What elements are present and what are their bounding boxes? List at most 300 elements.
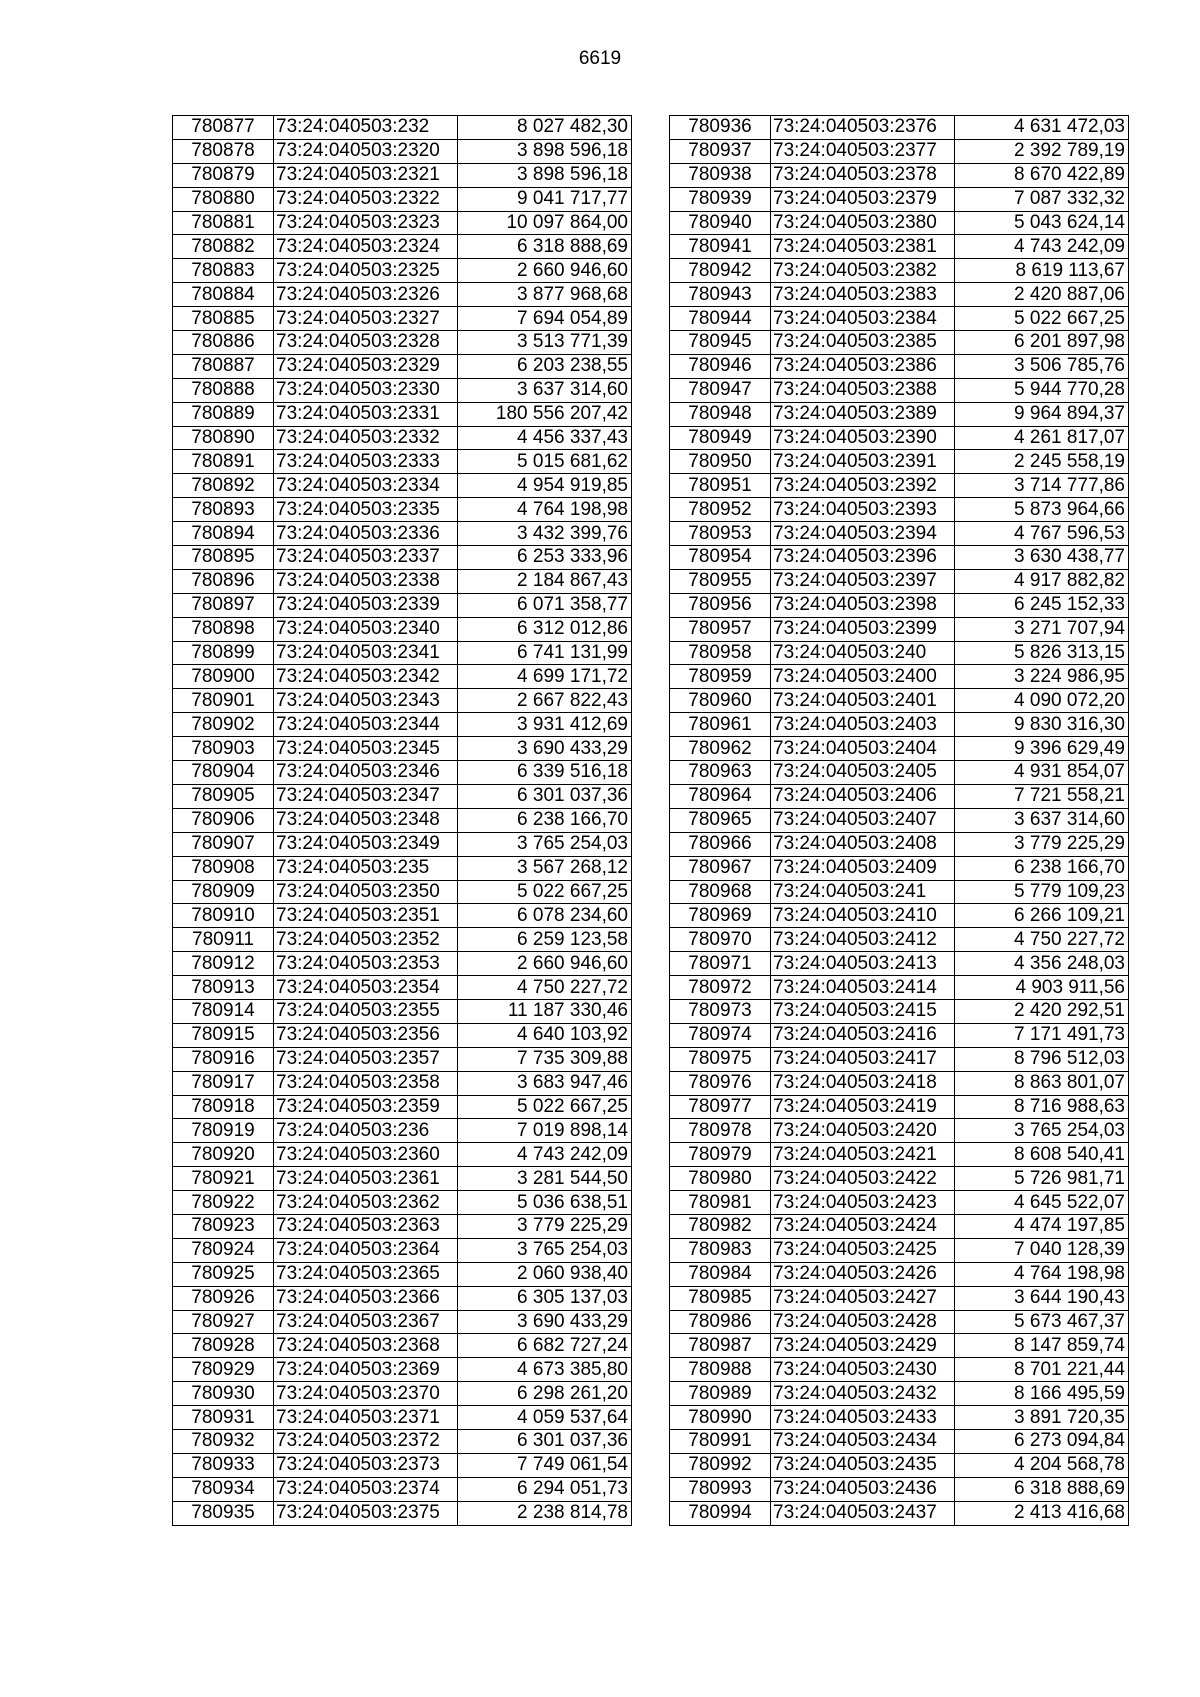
table-row — [670, 354, 1129, 378]
cadastral-number-cell: 73:24:040503:2383 — [771, 283, 955, 307]
cadastral-value-cell: 3 637 314,60 — [955, 808, 1129, 832]
cadastral-value-cell: 4 954 919,85 — [458, 474, 632, 498]
cadastral-number-cell: 73:24:040503:2410 — [771, 904, 955, 928]
cadastral-number-cell: 73:24:040503:2326 — [274, 283, 458, 307]
table-row — [173, 450, 632, 474]
cadastral-value-cell: 6 318 888,69 — [955, 1477, 1129, 1501]
record-number-cell: 780966 — [670, 832, 771, 856]
cadastral-value-cell: 3 690 433,29 — [458, 737, 632, 761]
cadastral-number-cell: 73:24:040503:2332 — [274, 426, 458, 450]
cadastral-value-cell: 7 087 332,32 — [955, 187, 1129, 211]
table-row — [173, 641, 632, 665]
record-number-cell: 780928 — [173, 1334, 274, 1358]
record-number-cell: 780981 — [670, 1191, 771, 1215]
cadastral-number-cell: 73:24:040503:2390 — [771, 426, 955, 450]
cadastral-number-cell: 73:24:040503:2333 — [274, 450, 458, 474]
cadastral-number-cell: 73:24:040503:2403 — [771, 713, 955, 737]
record-number-cell: 780944 — [670, 307, 771, 331]
table-row — [670, 498, 1129, 522]
cadastral-number-cell: 73:24:040503:2378 — [771, 163, 955, 187]
cadastral-value-cell: 2 660 946,60 — [458, 259, 632, 283]
record-number-cell: 780977 — [670, 1095, 771, 1119]
cadastral-value-cell: 6 301 037,36 — [458, 784, 632, 808]
record-number-cell: 780913 — [173, 976, 274, 1000]
cadastral-value-cell: 5 726 981,71 — [955, 1167, 1129, 1191]
cadastral-number-cell: 73:24:040503:2427 — [771, 1286, 955, 1310]
cadastral-value-cell: 2 238 814,78 — [458, 1501, 632, 1525]
cadastral-number-cell: 73:24:040503:235 — [274, 856, 458, 880]
cadastral-value-cell: 9 041 717,77 — [458, 187, 632, 211]
table-row — [173, 617, 632, 641]
table-row — [173, 689, 632, 713]
cadastral-value-cell: 3 690 433,29 — [458, 1310, 632, 1334]
cadastral-value-cell: 4 750 227,72 — [955, 928, 1129, 952]
cadastral-value-cell: 6 294 051,73 — [458, 1477, 632, 1501]
table-row — [670, 856, 1129, 880]
record-number-cell: 780925 — [173, 1262, 274, 1286]
record-number-cell: 780895 — [173, 546, 274, 570]
record-number-cell: 780979 — [670, 1143, 771, 1167]
record-number-cell: 780959 — [670, 665, 771, 689]
cadastral-number-cell: 73:24:040503:2421 — [771, 1143, 955, 1167]
cadastral-value-cell: 7 694 054,89 — [458, 307, 632, 331]
cadastral-number-cell: 73:24:040503:2382 — [771, 259, 955, 283]
table-row — [670, 737, 1129, 761]
cadastral-value-cell: 6 312 012,86 — [458, 617, 632, 641]
cadastral-value-cell: 4 699 171,72 — [458, 665, 632, 689]
cadastral-number-cell: 73:24:040503:2348 — [274, 808, 458, 832]
cadastral-value-cell: 5 036 638,51 — [458, 1191, 632, 1215]
cadastral-value-cell: 4 743 242,09 — [458, 1143, 632, 1167]
table-row — [173, 569, 632, 593]
table-row — [670, 880, 1129, 904]
cadastral-value-cell: 5 673 467,37 — [955, 1310, 1129, 1334]
table-row — [670, 1047, 1129, 1071]
cadastral-value-cell: 4 764 198,98 — [955, 1262, 1129, 1286]
cadastral-number-cell: 73:24:040503:232 — [274, 116, 458, 140]
table-row — [670, 1262, 1129, 1286]
table-row — [670, 1023, 1129, 1047]
cadastral-value-cell: 3 714 777,86 — [955, 474, 1129, 498]
table-row — [670, 1406, 1129, 1430]
table-row — [670, 402, 1129, 426]
cadastral-value-cell: 6 339 516,18 — [458, 761, 632, 785]
cadastral-value-cell: 3 765 254,03 — [458, 1238, 632, 1262]
cadastral-number-cell: 73:24:040503:2336 — [274, 522, 458, 546]
record-number-cell: 780947 — [670, 378, 771, 402]
cadastral-value-cell: 6 238 166,70 — [955, 856, 1129, 880]
cadastral-number-cell: 73:24:040503:2355 — [274, 999, 458, 1023]
cadastral-number-cell: 73:24:040503:2324 — [274, 235, 458, 259]
record-number-cell: 780877 — [173, 116, 274, 140]
record-number-cell: 780978 — [670, 1119, 771, 1143]
table-row — [670, 1429, 1129, 1453]
cadastral-value-cell: 3 224 986,95 — [955, 665, 1129, 689]
table-row — [670, 808, 1129, 832]
cadastral-number-cell: 73:24:040503:2392 — [771, 474, 955, 498]
record-number-cell: 780927 — [173, 1310, 274, 1334]
record-number-cell: 780890 — [173, 426, 274, 450]
table-row — [670, 1238, 1129, 1262]
record-number-cell: 780984 — [670, 1262, 771, 1286]
cadastral-value-cell: 3 931 412,69 — [458, 713, 632, 737]
cadastral-number-cell: 73:24:040503:2428 — [771, 1310, 955, 1334]
cadastral-value-cell: 5 015 681,62 — [458, 450, 632, 474]
cadastral-value-cell: 8 670 422,89 — [955, 163, 1129, 187]
cadastral-number-cell: 73:24:040503:2429 — [771, 1334, 955, 1358]
cadastral-value-cell: 6 741 131,99 — [458, 641, 632, 665]
cadastral-value-cell: 8 863 801,07 — [955, 1071, 1129, 1095]
table-row — [173, 593, 632, 617]
cadastral-number-cell: 73:24:040503:2344 — [274, 713, 458, 737]
cadastral-value-cell: 2 060 938,40 — [458, 1262, 632, 1286]
cadastral-number-cell: 73:24:040503:2361 — [274, 1167, 458, 1191]
table-row — [173, 187, 632, 211]
record-number-cell: 780973 — [670, 999, 771, 1023]
record-number-cell: 780892 — [173, 474, 274, 498]
record-number-cell: 780897 — [173, 593, 274, 617]
table-row — [670, 378, 1129, 402]
cadastral-value-cell: 2 413 416,68 — [955, 1501, 1129, 1525]
cadastral-value-cell: 3 567 268,12 — [458, 856, 632, 880]
cadastral-number-cell: 73:24:040503:2436 — [771, 1477, 955, 1501]
cadastral-value-cell: 5 022 667,25 — [955, 307, 1129, 331]
table-row — [670, 474, 1129, 498]
cadastral-number-cell: 73:24:040503:2412 — [771, 928, 955, 952]
record-number-cell: 780962 — [670, 737, 771, 761]
cadastral-value-cell: 3 637 314,60 — [458, 378, 632, 402]
cadastral-value-cell: 9 830 316,30 — [955, 713, 1129, 737]
cadastral-number-cell: 73:24:040503:2340 — [274, 617, 458, 641]
table-row — [670, 1358, 1129, 1382]
record-number-cell: 780902 — [173, 713, 274, 737]
cadastral-value-cell: 4 204 568,78 — [955, 1453, 1129, 1477]
cadastral-number-cell: 73:24:040503:2328 — [274, 331, 458, 355]
cadastral-value-cell: 3 432 399,76 — [458, 522, 632, 546]
record-number-cell: 780982 — [670, 1214, 771, 1238]
record-number-cell: 780880 — [173, 187, 274, 211]
cadastral-value-cell: 4 456 337,43 — [458, 426, 632, 450]
table-row — [173, 307, 632, 331]
table-row — [173, 1334, 632, 1358]
table-row — [670, 665, 1129, 689]
table-row — [670, 546, 1129, 570]
table-row — [173, 880, 632, 904]
cadastral-value-cell: 5 944 770,28 — [955, 378, 1129, 402]
table-row — [173, 737, 632, 761]
cadastral-number-cell: 73:24:040503:2365 — [274, 1262, 458, 1286]
cadastral-number-cell: 73:24:040503:2337 — [274, 546, 458, 570]
cadastral-value-cell: 8 166 495,59 — [955, 1382, 1129, 1406]
record-number-cell: 780899 — [173, 641, 274, 665]
cadastral-value-cell: 4 645 522,07 — [955, 1191, 1129, 1215]
cadastral-number-cell: 73:24:040503:2371 — [274, 1406, 458, 1430]
record-number-cell: 780903 — [173, 737, 274, 761]
record-number-cell: 780975 — [670, 1047, 771, 1071]
cadastral-number-cell: 73:24:040503:2386 — [771, 354, 955, 378]
table-row — [670, 1286, 1129, 1310]
cadastral-number-cell: 73:24:040503:2353 — [274, 952, 458, 976]
table-row — [173, 1453, 632, 1477]
record-number-cell: 780886 — [173, 331, 274, 355]
cadastral-value-cell: 3 898 596,18 — [458, 163, 632, 187]
cadastral-value-cell: 8 147 859,74 — [955, 1334, 1129, 1358]
cadastral-number-cell: 73:24:040503:2369 — [274, 1358, 458, 1382]
cadastral-value-cell: 3 281 544,50 — [458, 1167, 632, 1191]
table-row — [173, 474, 632, 498]
table-row — [173, 426, 632, 450]
table-row — [173, 1286, 632, 1310]
cadastral-value-cell: 7 019 898,14 — [458, 1119, 632, 1143]
table-row — [670, 761, 1129, 785]
table-row — [173, 999, 632, 1023]
cadastral-number-cell: 73:24:040503:2388 — [771, 378, 955, 402]
cadastral-value-cell: 6 245 152,33 — [955, 593, 1129, 617]
cadastral-number-cell: 73:24:040503:2422 — [771, 1167, 955, 1191]
record-number-cell: 780932 — [173, 1429, 274, 1453]
table-row — [670, 1310, 1129, 1334]
cadastral-value-cell: 6 298 261,20 — [458, 1382, 632, 1406]
cadastral-value-cell: 6 071 358,77 — [458, 593, 632, 617]
table-row — [670, 1071, 1129, 1095]
record-number-cell: 780900 — [173, 665, 274, 689]
table-row — [173, 331, 632, 355]
table-row — [173, 378, 632, 402]
cadastral-number-cell: 73:24:040503:2433 — [771, 1406, 955, 1430]
record-number-cell: 780968 — [670, 880, 771, 904]
record-number-cell: 780883 — [173, 259, 274, 283]
cadastral-value-cell: 4 764 198,98 — [458, 498, 632, 522]
cadastral-value-cell: 5 043 624,14 — [955, 211, 1129, 235]
record-number-cell: 780988 — [670, 1358, 771, 1382]
cadastral-value-cell: 6 238 166,70 — [458, 808, 632, 832]
table-row — [173, 784, 632, 808]
cadastral-value-cell: 3 271 707,94 — [955, 617, 1129, 641]
record-number-cell: 780922 — [173, 1191, 274, 1215]
record-number-cell: 780969 — [670, 904, 771, 928]
cadastral-number-cell: 73:24:040503:2380 — [771, 211, 955, 235]
cadastral-number-cell: 73:24:040503:2400 — [771, 665, 955, 689]
cadastral-number-cell: 73:24:040503:2407 — [771, 808, 955, 832]
table-row — [173, 1262, 632, 1286]
record-number-cell: 780994 — [670, 1501, 771, 1525]
cadastral-number-cell: 73:24:040503:2376 — [771, 116, 955, 140]
cadastral-value-cell: 2 660 946,60 — [458, 952, 632, 976]
cadastral-number-cell: 73:24:040503:2404 — [771, 737, 955, 761]
cadastral-value-cell: 2 184 867,43 — [458, 569, 632, 593]
record-number-cell: 780920 — [173, 1143, 274, 1167]
record-number-cell: 780967 — [670, 856, 771, 880]
record-number-cell: 780905 — [173, 784, 274, 808]
cadastral-value-cell: 4 903 911,56 — [955, 976, 1129, 1000]
cadastral-number-cell: 73:24:040503:236 — [274, 1119, 458, 1143]
table-row — [173, 928, 632, 952]
cadastral-value-cell: 4 631 472,03 — [955, 116, 1129, 140]
record-number-cell: 780881 — [173, 211, 274, 235]
cadastral-value-cell: 6 305 137,03 — [458, 1286, 632, 1310]
record-number-cell: 780896 — [173, 569, 274, 593]
cadastral-number-cell: 73:24:040503:2399 — [771, 617, 955, 641]
cadastral-number-cell: 73:24:040503:2405 — [771, 761, 955, 785]
table-row — [173, 904, 632, 928]
record-number-cell: 780887 — [173, 354, 274, 378]
table-row — [173, 832, 632, 856]
record-number-cell: 780983 — [670, 1238, 771, 1262]
cadastral-value-cell: 6 273 094,84 — [955, 1429, 1129, 1453]
record-number-cell: 780934 — [173, 1477, 274, 1501]
cadastral-number-cell: 73:24:040503:2389 — [771, 402, 955, 426]
table-row — [173, 1501, 632, 1525]
record-number-cell: 780915 — [173, 1023, 274, 1047]
table-row — [670, 187, 1129, 211]
record-number-cell: 780907 — [173, 832, 274, 856]
record-number-cell: 780991 — [670, 1429, 771, 1453]
cadastral-number-cell: 73:24:040503:2374 — [274, 1477, 458, 1501]
record-number-cell: 780954 — [670, 546, 771, 570]
table-row — [670, 1334, 1129, 1358]
table-row — [173, 976, 632, 1000]
table-row — [173, 163, 632, 187]
table-row — [173, 1238, 632, 1262]
record-number-cell: 780948 — [670, 402, 771, 426]
record-number-cell: 780935 — [173, 1501, 274, 1525]
record-number-cell: 780912 — [173, 952, 274, 976]
table-row — [173, 1191, 632, 1215]
cadastral-number-cell: 73:24:040503:2351 — [274, 904, 458, 928]
table-row — [670, 163, 1129, 187]
cadastral-number-cell: 73:24:040503:2426 — [771, 1262, 955, 1286]
cadastral-number-cell: 73:24:040503:2352 — [274, 928, 458, 952]
cadastral-number-cell: 73:24:040503:2349 — [274, 832, 458, 856]
record-number-cell: 780936 — [670, 116, 771, 140]
cadastral-value-cell: 4 356 248,03 — [955, 952, 1129, 976]
cadastral-number-cell: 73:24:040503:2341 — [274, 641, 458, 665]
cadastral-number-cell: 73:24:040503:2414 — [771, 976, 955, 1000]
cadastral-value-cell: 4 673 385,80 — [458, 1358, 632, 1382]
cadastral-number-cell: 73:24:040503:2335 — [274, 498, 458, 522]
table-row — [670, 1143, 1129, 1167]
registry-table-body — [173, 116, 632, 1526]
record-number-cell: 780949 — [670, 426, 771, 450]
cadastral-number-cell: 73:24:040503:2423 — [771, 1191, 955, 1215]
record-number-cell: 780893 — [173, 498, 274, 522]
record-number-cell: 780914 — [173, 999, 274, 1023]
cadastral-number-cell: 73:24:040503:2379 — [771, 187, 955, 211]
cadastral-number-cell: 73:24:040503:2415 — [771, 999, 955, 1023]
table-row — [173, 1382, 632, 1406]
table-row — [173, 1429, 632, 1453]
cadastral-number-cell: 73:24:040503:2347 — [274, 784, 458, 808]
cadastral-number-cell: 73:24:040503:2418 — [771, 1071, 955, 1095]
table-row — [670, 976, 1129, 1000]
cadastral-value-cell: 6 318 888,69 — [458, 235, 632, 259]
cadastral-value-cell: 10 097 864,00 — [458, 211, 632, 235]
cadastral-number-cell: 73:24:040503:2401 — [771, 689, 955, 713]
table-row — [670, 617, 1129, 641]
cadastral-number-cell: 73:24:040503:2367 — [274, 1310, 458, 1334]
record-number-cell: 780911 — [173, 928, 274, 952]
record-number-cell: 780971 — [670, 952, 771, 976]
cadastral-value-cell: 8 027 482,30 — [458, 116, 632, 140]
cadastral-number-cell: 73:24:040503:2327 — [274, 307, 458, 331]
table-row — [173, 1310, 632, 1334]
table-row — [670, 689, 1129, 713]
table-row — [173, 139, 632, 163]
table-row — [670, 784, 1129, 808]
cadastral-value-cell: 4 767 596,53 — [955, 522, 1129, 546]
cadastral-value-cell: 3 779 225,29 — [458, 1214, 632, 1238]
table-row — [670, 450, 1129, 474]
cadastral-value-cell: 4 931 854,07 — [955, 761, 1129, 785]
cadastral-value-cell: 2 420 887,06 — [955, 283, 1129, 307]
table-row — [173, 808, 632, 832]
record-number-cell: 780972 — [670, 976, 771, 1000]
cadastral-value-cell: 11 187 330,46 — [458, 999, 632, 1023]
record-number-cell: 780950 — [670, 450, 771, 474]
cadastral-value-cell: 4 474 197,85 — [955, 1214, 1129, 1238]
cadastral-value-cell: 6 201 897,98 — [955, 331, 1129, 355]
cadastral-number-cell: 73:24:040503:2325 — [274, 259, 458, 283]
record-number-cell: 780953 — [670, 522, 771, 546]
record-number-cell: 780929 — [173, 1358, 274, 1382]
cadastral-number-cell: 73:24:040503:2322 — [274, 187, 458, 211]
table-row — [670, 952, 1129, 976]
record-number-cell: 780957 — [670, 617, 771, 641]
cadastral-number-cell: 73:24:040503:2343 — [274, 689, 458, 713]
registry-table-left — [172, 115, 632, 1526]
cadastral-number-cell: 73:24:040503:2394 — [771, 522, 955, 546]
registry-table-body — [670, 116, 1129, 1526]
record-number-cell: 780918 — [173, 1095, 274, 1119]
table-row — [670, 1477, 1129, 1501]
cadastral-value-cell: 180 556 207,42 — [458, 402, 632, 426]
record-number-cell: 780885 — [173, 307, 274, 331]
record-number-cell: 780891 — [173, 450, 274, 474]
cadastral-value-cell: 8 716 988,63 — [955, 1095, 1129, 1119]
cadastral-number-cell: 73:24:040503:2424 — [771, 1214, 955, 1238]
table-row — [173, 1477, 632, 1501]
cadastral-value-cell: 8 701 221,44 — [955, 1358, 1129, 1382]
record-number-cell: 780976 — [670, 1071, 771, 1095]
cadastral-number-cell: 73:24:040503:2409 — [771, 856, 955, 880]
cadastral-value-cell: 9 964 894,37 — [955, 402, 1129, 426]
table-row — [173, 1071, 632, 1095]
cadastral-number-cell: 73:24:040503:2362 — [274, 1191, 458, 1215]
table-row — [173, 211, 632, 235]
table-row — [670, 713, 1129, 737]
cadastral-value-cell: 4 743 242,09 — [955, 235, 1129, 259]
table-row — [670, 1214, 1129, 1238]
cadastral-number-cell: 73:24:040503:2359 — [274, 1095, 458, 1119]
cadastral-number-cell: 73:24:040503:2434 — [771, 1429, 955, 1453]
record-number-cell: 780923 — [173, 1214, 274, 1238]
cadastral-value-cell: 3 513 771,39 — [458, 331, 632, 355]
record-number-cell: 780958 — [670, 641, 771, 665]
cadastral-number-cell: 73:24:040503:2354 — [274, 976, 458, 1000]
record-number-cell: 780906 — [173, 808, 274, 832]
cadastral-value-cell: 6 266 109,21 — [955, 904, 1129, 928]
cadastral-value-cell: 3 891 720,35 — [955, 1406, 1129, 1430]
cadastral-number-cell: 73:24:040503:2320 — [274, 139, 458, 163]
table-row — [670, 426, 1129, 450]
cadastral-value-cell: 8 619 113,67 — [955, 259, 1129, 283]
cadastral-value-cell: 3 765 254,03 — [458, 832, 632, 856]
cadastral-value-cell: 7 749 061,54 — [458, 1453, 632, 1477]
table-row — [670, 1191, 1129, 1215]
record-number-cell: 780985 — [670, 1286, 771, 1310]
cadastral-value-cell: 5 873 964,66 — [955, 498, 1129, 522]
table-row — [173, 402, 632, 426]
